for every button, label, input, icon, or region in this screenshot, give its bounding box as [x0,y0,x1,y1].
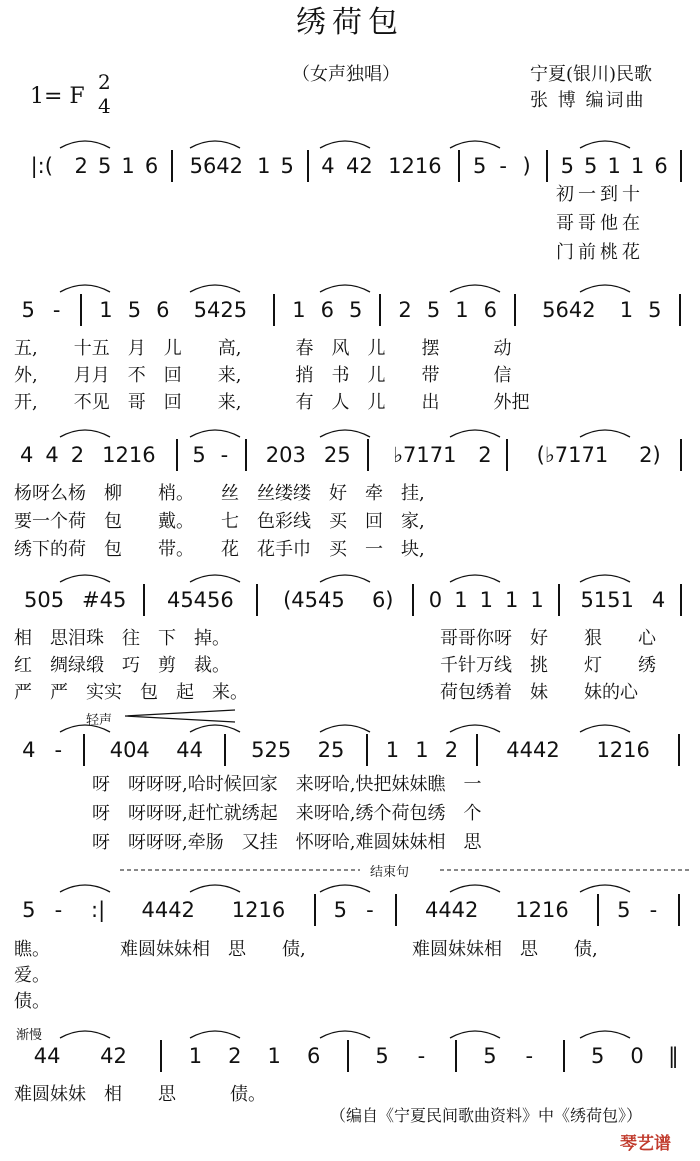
note-row6-7: - [366,898,374,922]
note-row3-6: - [220,443,229,467]
note-row1-2: 5 [97,154,112,178]
note-row7-4: 2 [228,1044,242,1068]
slur-mark [450,430,500,437]
lyric-r4-line6: 荷包绣着 妹 妹的心 [440,682,638,703]
note-row7-8: 5 [375,1044,389,1068]
slur-mark [60,725,110,732]
note-row1-1: 2 [74,154,88,178]
time-signature-bottom: 4 [98,94,111,118]
note-row4-12: 1 [530,588,544,612]
note-row1-6: 5642 [189,154,244,178]
note-row6-2: :| [91,898,106,922]
note-row1-19: 5 [584,154,598,178]
slur-mark [190,885,240,892]
note-row1-21: 1 [630,154,645,178]
lyric-r3-line2: 要一个荷 包 戴。 七 色彩线 买 回 家, [14,511,425,532]
note-row4-8: 0 [428,588,443,612]
note-row1-0: |:( [30,154,53,178]
lyric-r4-line1: 相 思泪珠 往 下 掉。 [14,628,230,649]
note-row7-11: 5 [483,1044,497,1068]
crescendo-hairpin [125,710,235,722]
note-row6-10: 1216 [515,898,569,922]
slur-mark [60,141,110,148]
note-row4-6: 6) [371,588,394,612]
lyric-r6-line2: 爱。 [14,965,50,986]
note-row5-11: 2 [444,738,459,762]
note-row6-9: 4442 [424,898,479,922]
slur-mark [580,285,630,292]
slur-mark [580,725,630,732]
note-row1-10: 4 [321,154,335,178]
slur-mark [450,725,500,732]
lyric-r7-line1: 难圆妹妹 相 思 债。 [14,1084,266,1105]
key-signature: 1= F [30,84,85,109]
slur-mark [190,141,240,148]
note-row6-3: 4442 [141,898,195,922]
note-row3-3: 1216 [102,443,156,467]
note-row2-10: 5 [349,298,363,322]
note-row3-8: 203 [265,443,306,467]
note-row1-4: 6 [144,154,159,178]
note-row7-14: 5 [591,1044,605,1068]
note-row1-20: 1 [607,154,621,178]
origin-label: 宁夏(银川)民歌 [530,64,653,85]
note-row1-7: 1 [257,154,271,178]
slur-mark [320,725,370,732]
note-row4-0: 505 [24,588,65,612]
lyric-r5-line1: 呀 呀呀呀,哈时候回家 来呀哈,快把妹妹瞧 一 [92,774,482,795]
note-row7-5: 1 [267,1044,281,1068]
note-row1-12: 1216 [388,154,442,178]
note-row5-4: 44 [176,738,203,762]
slur-mark [450,285,500,292]
lyric-r3-line3: 绣下的荷 包 带。 花 花手巾 买 一 块, [14,539,425,560]
note-row3-9: 25 [323,443,351,467]
note-row1-3: 1 [121,154,135,178]
note-row2-5: 6 [156,298,170,322]
note-row3-11: ♭7171 [393,443,457,467]
note-row3-0: 4 [20,443,34,467]
note-row3-15: 2) [639,443,661,467]
note-row2-0: 5 [21,298,35,322]
note-row1-18: 5 [560,154,574,178]
note-row2-9: 6 [320,298,334,322]
note-row1-15: - [499,154,507,178]
note-row7-15: 0 [630,1044,644,1068]
slur-mark [190,430,240,437]
note-row1-11: 42 [346,154,373,178]
note-row4-1: #45 [82,588,127,612]
slur-mark [580,141,630,148]
source-note: （编自《宁夏民间歌曲资料》中《绣荷包》） [330,1106,643,1125]
lyric-r4-line2: 红 绸绿缎 巧 剪 裁。 [14,655,230,676]
note-row1-8: 5 [280,154,294,178]
note-row2-1: - [52,298,61,322]
note-row4-10: 1 [479,588,493,612]
note-row2-4: 5 [127,298,142,322]
note-row2-19: 5 [648,298,662,322]
note-row2-8: 1 [292,298,306,322]
lyric-r4-line3: 严 严 实实 包 起 来。 [14,682,248,703]
slur-mark [450,141,500,148]
slur-mark [320,141,370,148]
note-row5-6: 525 [251,738,292,762]
note-row3-2: 2 [70,443,85,467]
note-row1-16: ) [522,154,531,178]
note-row2-6: 5425 [193,298,248,322]
lyric-r6-line5: 难圆妹妹相 思 债, [412,939,598,960]
note-row1-22: 6 [654,154,668,178]
lyric-r6-line1: 瞧。 [14,939,50,960]
note-row3-12: 2 [478,443,492,467]
note-row3-5: 5 [192,443,206,467]
song-title: 绣荷包 [296,5,404,40]
slur-mark [450,1031,500,1038]
note-row2-14: 1 [455,298,469,322]
lyric-r4-line4: 哥哥你呀 好 狠 心 [440,628,656,649]
note-row6-6: 5 [333,898,347,922]
note-row5-7: 25 [317,738,345,762]
lyric-r2-line2: 外, 月月 不 回 来, 捎 书 儿 带 信 [14,365,512,386]
slur-mark [320,430,370,437]
note-row5-13: 4442 [506,738,560,762]
slur-mark [580,430,630,437]
slur-mark [450,885,500,892]
lyric-r5-line2: 呀 呀呀呀,赶忙就绣起 来呀哈,绣个荷包绣 个 [92,803,482,824]
note-row2-12: 2 [398,298,412,322]
ritardando-mark: 渐慢 [16,1028,43,1043]
lyric-r6-line3: 债。 [14,991,50,1012]
note-row4-14: 5151 [580,588,634,612]
lyric-r2-line3: 开, 不见 哥 回 来, 有 人 儿 出 外把 [14,392,530,413]
note-row5-1: - [54,738,63,762]
slur-mark [580,575,630,582]
watermark-logo: 琴艺谱 [620,1134,671,1154]
note-row7-0: 44 [33,1044,61,1068]
note-row6-4: 1216 [231,898,286,922]
note-row5-3: 404 [109,738,150,762]
slur-mark [190,1031,240,1038]
note-row7-16: ‖ [668,1044,679,1068]
note-row6-0: 5 [22,898,36,922]
note-row2-18: 1 [619,298,634,322]
note-row5-10: 1 [415,738,429,762]
note-row5-9: 1 [385,738,400,762]
note-row7-12: - [525,1044,534,1068]
note-row4-15: 4 [651,588,666,612]
slur-mark [320,285,370,292]
lyric-r1-line2: 哥哥他在 [556,213,644,234]
slur-mark [60,285,110,292]
note-row6-12: 5 [617,898,631,922]
note-row3-14: (♭7171 [536,443,609,467]
soft-dynamic-mark: 轻声 [86,713,113,728]
slur-mark [580,885,630,892]
slur-mark [320,885,370,892]
lyric-r4-line5: 千针万线 挑 灯 绣 [440,655,656,676]
note-row2-3: 1 [99,298,113,322]
arranger-label: 张 博 编词曲 [530,90,646,111]
note-row4-5: (4545 [283,588,345,612]
slur-mark [320,1031,370,1038]
slur-mark [60,1031,110,1038]
lyric-r6-line4: 难圆妹妹相 思 债, [120,939,306,960]
note-row4-11: 1 [504,588,519,612]
slur-mark [450,575,500,582]
note-row7-3: 1 [188,1044,203,1068]
slur-mark [580,1031,630,1038]
slur-mark [60,430,110,437]
note-row5-14: 1216 [596,738,650,762]
slur-mark [190,285,240,292]
note-row4-9: 1 [454,588,468,612]
slur-mark [60,885,110,892]
lyric-r1-line1: 初一到十 [556,184,644,205]
note-row2-13: 5 [426,298,441,322]
note-row7-9: - [417,1044,426,1068]
subtitle: （女声独唱） [292,64,400,85]
lyric-r2-line1: 五, 十五 月 儿 高, 春 风 儿 摆 动 [14,338,512,359]
lyric-r5-line3: 呀 呀呀呀,牵肠 又挂 怀呀哈,难圆妹妹相 思 [92,832,482,853]
slur-mark [60,575,110,582]
note-row2-15: 6 [483,298,498,322]
lyric-r1-line3: 门前桃花 [556,242,644,263]
slur-mark [320,575,370,582]
ending-phrase-mark: 结束句 [370,865,410,880]
note-row2-17: 5642 [542,298,596,322]
note-row7-1: 42 [100,1044,127,1068]
note-row6-13: - [649,898,658,922]
note-row3-1: 4 [45,443,59,467]
note-row6-1: - [54,898,63,922]
note-row1-14: 5 [472,154,487,178]
time-signature-top: 2 [98,70,111,94]
lyric-r3-line1: 杨呀么杨 柳 梢。 丝 丝缕缕 好 牵 挂, [14,483,425,504]
slur-mark [190,725,240,732]
slur-mark [190,575,240,582]
note-row4-3: 45456 [166,588,234,612]
note-row5-0: 4 [22,738,36,762]
note-row7-6: 6 [306,1044,321,1068]
